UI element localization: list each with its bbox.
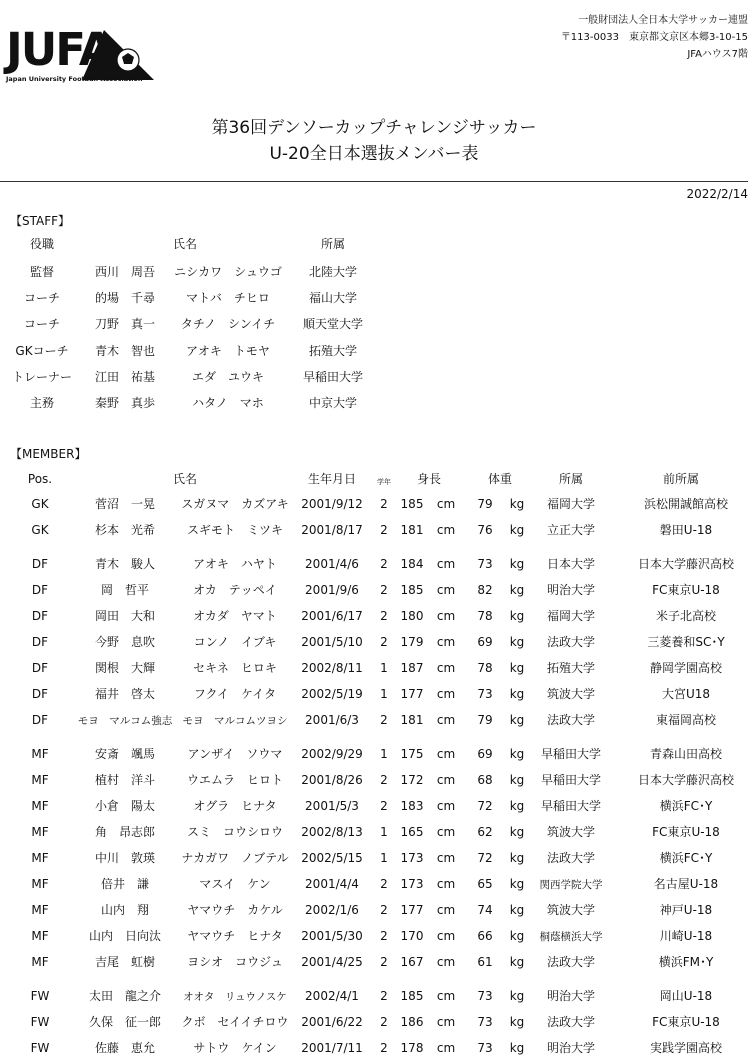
member-pos: GK	[31, 497, 49, 511]
member-prev-affiliation: 静岡学園高校	[649, 661, 722, 675]
member-height-unit: cm	[436, 747, 456, 761]
member-weight-unit: kg	[509, 583, 525, 597]
member-name-kana: スギモト ミツキ	[186, 523, 283, 537]
member-weight-unit: kg	[509, 747, 525, 761]
member-name: 山内 翔	[100, 903, 149, 917]
member-height-unit: cm	[436, 635, 456, 649]
member-weight: 73	[477, 687, 493, 701]
member-height-unit: cm	[436, 877, 456, 891]
member-col-prev: 前所属	[662, 472, 699, 486]
member-weight-unit: kg	[509, 773, 525, 787]
member-weight-unit: kg	[509, 799, 525, 813]
member-weight-unit: kg	[509, 825, 525, 839]
member-affiliation: 桐蔭横浜大学	[539, 931, 603, 943]
member-weight-unit: kg	[509, 1041, 525, 1055]
member-grade: 2	[380, 609, 388, 623]
member-col-height: 身長	[416, 472, 441, 486]
member-pos: MF	[31, 903, 49, 917]
member-affiliation: 拓殖大学	[546, 661, 595, 675]
member-name-kana: マスイ ケン	[199, 877, 271, 891]
member-weight-unit: kg	[509, 851, 525, 865]
org-floor: JFAハウス7階	[687, 49, 748, 60]
member-weight-unit: kg	[509, 955, 525, 969]
member-affiliation: 明治大学	[546, 1041, 595, 1055]
member-birth: 2002/5/15	[301, 851, 363, 865]
staff-role: GKコーチ	[15, 343, 69, 358]
member-height: 181	[400, 713, 424, 727]
member-pos: MF	[31, 747, 49, 761]
member-name-kana: オカダ ヤマト	[193, 609, 277, 623]
document-date: 2022/2/14	[686, 187, 748, 201]
member-weight: 66	[477, 929, 493, 943]
member-grade: 1	[380, 687, 388, 701]
member-birth: 2001/9/12	[301, 497, 363, 511]
staff-name: 西川 周吾	[95, 265, 156, 279]
staff-role: コーチ	[23, 317, 60, 332]
member-grade: 2	[380, 903, 388, 917]
staff-role: コーチ	[23, 291, 60, 306]
member-height-unit: cm	[436, 1015, 456, 1029]
member-name: 佐藤 恵允	[94, 1041, 155, 1055]
member-col-name: 氏名	[172, 472, 197, 486]
staff-affiliation: 順天堂大学	[302, 317, 363, 332]
member-prev-affiliation: 岡山U-18	[659, 989, 713, 1003]
staff-name: 的場 千尋	[95, 291, 156, 306]
member-prev-affiliation: FC東京U-18	[652, 1015, 720, 1029]
member-name-kana: アンザイ ソウマ	[187, 747, 283, 761]
staff-affiliation: 中京大学	[308, 396, 357, 410]
member-prev-affiliation: 浜松開誠館高校	[643, 497, 728, 511]
member-prev-affiliation: 横浜FM･Y	[658, 955, 714, 969]
member-pos: DF	[31, 583, 49, 597]
member-name: 倍井 謙	[100, 877, 149, 891]
member-birth: 2001/4/25	[301, 955, 363, 969]
member-height: 177	[400, 687, 424, 701]
member-weight-unit: kg	[509, 903, 525, 917]
member-height: 183	[400, 799, 424, 813]
member-birth: 2001/9/6	[305, 583, 359, 597]
staff-name-kana: マトバ チヒロ	[186, 291, 270, 306]
member-prev-affiliation: FC東京U-18	[652, 583, 720, 597]
member-name-kana: ナカガワ ノブテル	[181, 851, 289, 865]
member-weight-unit: kg	[509, 661, 525, 675]
member-pos: DF	[31, 687, 49, 701]
member-name: 角 昂志郎	[94, 825, 155, 839]
member-grade: 2	[380, 799, 388, 813]
member-height: 175	[400, 747, 424, 761]
member-affiliation: 福岡大学	[546, 497, 595, 511]
member-pos: GK	[31, 523, 49, 537]
member-prev-affiliation: 青森山田高校	[649, 747, 722, 761]
member-name: 太田 龍之介	[88, 989, 161, 1003]
member-height-unit: cm	[436, 661, 456, 675]
member-weight: 69	[477, 747, 493, 761]
member-affiliation: 早稲田大学	[540, 747, 601, 761]
member-height-unit: cm	[436, 523, 456, 537]
member-affiliation: 法政大学	[546, 635, 595, 649]
member-weight: 73	[477, 1041, 493, 1055]
member-name-kana: オオタ リュウノスケ	[183, 991, 287, 1003]
member-pos: DF	[31, 713, 49, 727]
member-name: 青木 駿人	[94, 557, 155, 571]
member-height-unit: cm	[436, 687, 456, 701]
member-weight: 72	[477, 799, 493, 813]
member-name-kana: オカ テッペイ	[193, 583, 277, 597]
member-height-unit: cm	[436, 799, 456, 813]
member-affiliation: 筑波大学	[546, 687, 595, 701]
member-affiliation: 法政大学	[546, 955, 595, 969]
member-weight-unit: kg	[509, 497, 525, 511]
member-name-kana: ウエムラ ヒロト	[186, 773, 283, 787]
staff-name: 秦野 真歩	[95, 396, 156, 410]
member-weight: 78	[477, 609, 493, 623]
staff-name: 青木 智也	[95, 343, 156, 358]
member-name: 岡 哲平	[100, 583, 149, 597]
member-name-kana: コンノ イブキ	[193, 635, 277, 649]
member-grade: 2	[380, 929, 388, 943]
member-prev-affiliation: 日本大学藤沢高校	[637, 773, 734, 787]
member-weight-unit: kg	[509, 635, 525, 649]
member-col-affiliation: 所属	[558, 472, 583, 486]
staff-col-role: 役職	[29, 237, 54, 251]
member-weight-unit: kg	[509, 687, 525, 701]
member-pos: MF	[31, 799, 49, 813]
divider	[0, 181, 748, 182]
member-name-kana: モヨ マルコムツヨシ	[182, 715, 288, 727]
member-pos: DF	[31, 609, 49, 623]
member-pos: MF	[31, 955, 49, 969]
staff-name-kana: ニシカワ シュウゴ	[174, 265, 282, 279]
org-name: 一般財団法人全日本大学サッカー連盟	[578, 15, 748, 26]
member-name: モヨ マルコム強志	[77, 715, 173, 727]
member-pos: FW	[30, 989, 50, 1003]
member-height: 177	[400, 903, 424, 917]
member-height: 187	[400, 661, 424, 675]
member-weight-unit: kg	[509, 713, 525, 727]
member-name: 安斎 颯馬	[94, 747, 155, 761]
staff-affiliation: 福山大学	[308, 291, 357, 306]
member-weight: 61	[477, 955, 493, 969]
member-name: 久保 征一郎	[88, 1015, 161, 1029]
member-birth: 2002/8/13	[301, 825, 363, 839]
member-affiliation: 筑波大学	[546, 903, 595, 917]
member-name: 山内 日向汰	[88, 929, 161, 943]
member-height: 172	[400, 773, 424, 787]
member-weight: 76	[477, 523, 493, 537]
member-height-unit: cm	[436, 557, 456, 571]
member-height: 185	[400, 989, 424, 1003]
member-affiliation: 法政大学	[546, 713, 595, 727]
member-height: 185	[400, 583, 424, 597]
member-height: 181	[400, 523, 424, 537]
member-affiliation: 法政大学	[546, 851, 595, 865]
member-height-unit: cm	[436, 851, 456, 865]
member-weight: 68	[477, 773, 493, 787]
member-height: 170	[400, 929, 424, 943]
member-height-unit: cm	[436, 609, 456, 623]
member-prev-affiliation: 三菱養和SC･Y	[647, 635, 725, 649]
member-birth: 2001/6/3	[305, 713, 359, 727]
member-weight-unit: kg	[509, 989, 525, 1003]
member-name-kana: クボ セイイチロウ	[181, 1015, 289, 1029]
member-height-unit: cm	[436, 583, 456, 597]
member-birth: 2002/5/19	[301, 687, 363, 701]
member-weight: 62	[477, 825, 493, 839]
member-weight-unit: kg	[509, 523, 525, 537]
member-col-weight: 体重	[487, 472, 512, 486]
member-affiliation: 筑波大学	[546, 825, 595, 839]
staff-affiliation: 早稲田大学	[302, 369, 363, 384]
member-affiliation: 立正大学	[546, 523, 595, 537]
member-prev-affiliation: 実践学園高校	[649, 1041, 722, 1055]
member-height-unit: cm	[436, 955, 456, 969]
member-pos: MF	[31, 851, 49, 865]
member-birth: 2002/4/1	[305, 989, 359, 1003]
member-birth: 2001/6/17	[301, 609, 363, 623]
member-grade: 2	[380, 955, 388, 969]
member-grade: 2	[380, 1015, 388, 1029]
member-name: 関根 大輝	[94, 661, 155, 675]
member-weight-unit: kg	[509, 557, 525, 571]
member-col-pos: Pos.	[27, 472, 53, 486]
member-name-kana: アオキ ハヤト	[193, 557, 277, 571]
member-height-unit: cm	[436, 825, 456, 839]
member-height: 173	[400, 877, 424, 891]
member-birth: 2001/5/10	[301, 635, 363, 649]
member-weight-unit: kg	[509, 877, 525, 891]
staff-name-kana: アオキ トモヤ	[186, 343, 270, 358]
member-name-kana: フクイ ケイタ	[193, 687, 277, 701]
member-name: 杉本 光希	[94, 523, 155, 537]
org-address: 〒113-0033 東京都文京区本郷3-10-15	[560, 32, 748, 43]
member-birth: 2001/8/26	[301, 773, 363, 787]
staff-name: 江田 祐基	[95, 369, 156, 384]
member-grade: 2	[380, 583, 388, 597]
member-pos: MF	[31, 825, 49, 839]
member-affiliation: 日本大学	[546, 557, 595, 571]
member-birth: 2001/8/17	[301, 523, 363, 537]
member-pos: MF	[31, 929, 49, 943]
staff-role: 主務	[29, 396, 54, 410]
member-affiliation: 明治大学	[546, 989, 595, 1003]
staff-name: 刀野 真一	[95, 317, 156, 332]
member-grade: 1	[380, 747, 388, 761]
staff-name-kana: エダ ユウキ	[191, 369, 264, 384]
member-prev-affiliation: FC東京U-18	[652, 825, 720, 839]
member-prev-affiliation: 日本大学藤沢高校	[637, 557, 734, 571]
member-pos: DF	[31, 661, 49, 675]
member-affiliation: 関西学院大学	[539, 879, 603, 891]
member-name: 菅沼 一晃	[94, 497, 155, 511]
member-pos: DF	[31, 557, 49, 571]
member-prev-affiliation: 横浜FC･Y	[659, 799, 713, 813]
member-birth: 2001/7/11	[301, 1041, 363, 1055]
member-grade: 2	[380, 713, 388, 727]
staff-name-kana: ハタノ マホ	[192, 396, 264, 410]
staff-affiliation: 拓殖大学	[308, 343, 357, 358]
member-weight: 73	[477, 989, 493, 1003]
member-grade: 2	[380, 773, 388, 787]
member-birth: 2002/8/11	[301, 661, 363, 675]
member-name-kana: ヨシオ コウジュ	[187, 955, 283, 969]
member-name: 岡田 大和	[94, 609, 155, 623]
member-birth: 2001/5/3	[305, 799, 359, 813]
member-weight: 79	[477, 497, 493, 511]
member-grade: 2	[380, 1041, 388, 1055]
member-height-unit: cm	[436, 929, 456, 943]
member-prev-affiliation: 横浜FC･Y	[659, 851, 713, 865]
member-grade: 2	[380, 989, 388, 1003]
member-name: 今野 息吹	[94, 635, 155, 649]
member-height: 179	[400, 635, 424, 649]
member-grade: 1	[380, 825, 388, 839]
member-pos: FW	[30, 1015, 50, 1029]
member-heading: 【MEMBER】	[10, 447, 87, 461]
member-prev-affiliation: 神戸U-18	[659, 903, 713, 917]
member-name-kana: スガヌマ カズアキ	[181, 497, 289, 511]
member-height: 185	[400, 497, 424, 511]
member-height: 173	[400, 851, 424, 865]
member-name-kana: ヤマウチ カケル	[187, 903, 283, 917]
member-affiliation: 明治大学	[546, 583, 595, 597]
member-affiliation: 法政大学	[546, 1015, 595, 1029]
member-weight-unit: kg	[509, 1015, 525, 1029]
member-prev-affiliation: 大宮U18	[661, 687, 711, 701]
member-weight: 73	[477, 557, 493, 571]
staff-affiliation: 北陸大学	[308, 265, 357, 279]
member-name: 植村 洋斗	[94, 773, 155, 787]
member-height-unit: cm	[436, 903, 456, 917]
member-grade: 2	[380, 877, 388, 891]
member-pos: MF	[31, 773, 49, 787]
member-name-kana: サトウ ケイン	[193, 1041, 277, 1055]
member-height: 165	[400, 825, 424, 839]
member-pos: DF	[31, 635, 49, 649]
staff-name-kana: タチノ シンイチ	[180, 317, 276, 332]
member-name-kana: スミ コウシロウ	[186, 825, 283, 839]
staff-heading: 【STAFF】	[10, 214, 71, 228]
member-weight: 74	[477, 903, 493, 917]
member-prev-affiliation: 米子北高校	[655, 609, 716, 623]
member-grade: 2	[380, 497, 388, 511]
staff-role: トレーナー	[11, 369, 72, 384]
member-weight: 69	[477, 635, 493, 649]
member-height: 186	[400, 1015, 424, 1029]
member-prev-affiliation: 東福岡高校	[655, 713, 716, 727]
member-birth: 2001/6/22	[301, 1015, 363, 1029]
member-weight: 79	[477, 713, 493, 727]
member-name-kana: セキネ ヒロキ	[193, 661, 277, 675]
member-height-unit: cm	[436, 773, 456, 787]
member-weight: 78	[477, 661, 493, 675]
member-grade: 1	[380, 851, 388, 865]
member-weight: 82	[477, 583, 493, 597]
member-weight: 72	[477, 851, 493, 865]
staff-col-affiliation: 所属	[320, 237, 345, 251]
member-pos: FW	[30, 1041, 50, 1055]
member-prev-affiliation: 名古屋U-18	[653, 877, 719, 891]
member-pos: MF	[31, 877, 49, 891]
logo-wordmark: JUFA	[6, 23, 112, 76]
member-height: 167	[400, 955, 424, 969]
staff-col-name: 氏名	[172, 237, 197, 251]
member-birth: 2002/1/6	[305, 903, 359, 917]
member-name: 吉尾 虹樹	[94, 955, 155, 969]
member-birth: 2001/4/4	[305, 877, 359, 891]
member-height-unit: cm	[436, 497, 456, 511]
staff-role: 監督	[29, 265, 54, 279]
member-name-kana: オグラ ヒナタ	[193, 799, 277, 813]
member-grade: 2	[380, 557, 388, 571]
document-title: 第36回デンソーカップチャレンジサッカー	[211, 118, 537, 138]
member-name: 中川 敦瑛	[94, 851, 155, 865]
member-weight-unit: kg	[509, 929, 525, 943]
member-prev-affiliation: 川崎U-18	[659, 929, 713, 943]
member-height-unit: cm	[436, 713, 456, 727]
member-prev-affiliation: 磐田U-18	[659, 523, 713, 537]
member-grade: 2	[380, 523, 388, 537]
document-subtitle: U-20全日本選抜メンバー表	[269, 144, 479, 164]
member-affiliation: 早稲田大学	[540, 773, 601, 787]
member-col-grade: 学年	[377, 478, 391, 486]
member-affiliation: 早稲田大学	[540, 799, 601, 813]
member-birth: 2001/5/30	[301, 929, 363, 943]
member-grade: 1	[380, 661, 388, 675]
member-affiliation: 福岡大学	[546, 609, 595, 623]
member-height: 184	[400, 557, 424, 571]
member-name-kana: ヤマウチ ヒナタ	[187, 929, 283, 943]
member-birth: 2001/4/6	[305, 557, 359, 571]
member-height: 180	[400, 609, 424, 623]
member-name: 福井 啓太	[94, 687, 155, 701]
member-col-birth: 生年月日	[307, 472, 356, 486]
member-height: 178	[400, 1041, 424, 1055]
member-weight: 65	[477, 877, 493, 891]
member-name: 小倉 陽太	[94, 799, 155, 813]
logo-subtitle: Japan University Football Association	[6, 75, 143, 83]
member-height-unit: cm	[436, 989, 456, 1003]
member-birth: 2002/9/29	[301, 747, 363, 761]
member-weight-unit: kg	[509, 609, 525, 623]
member-weight: 73	[477, 1015, 493, 1029]
member-grade: 2	[380, 635, 388, 649]
member-height-unit: cm	[436, 1041, 456, 1055]
